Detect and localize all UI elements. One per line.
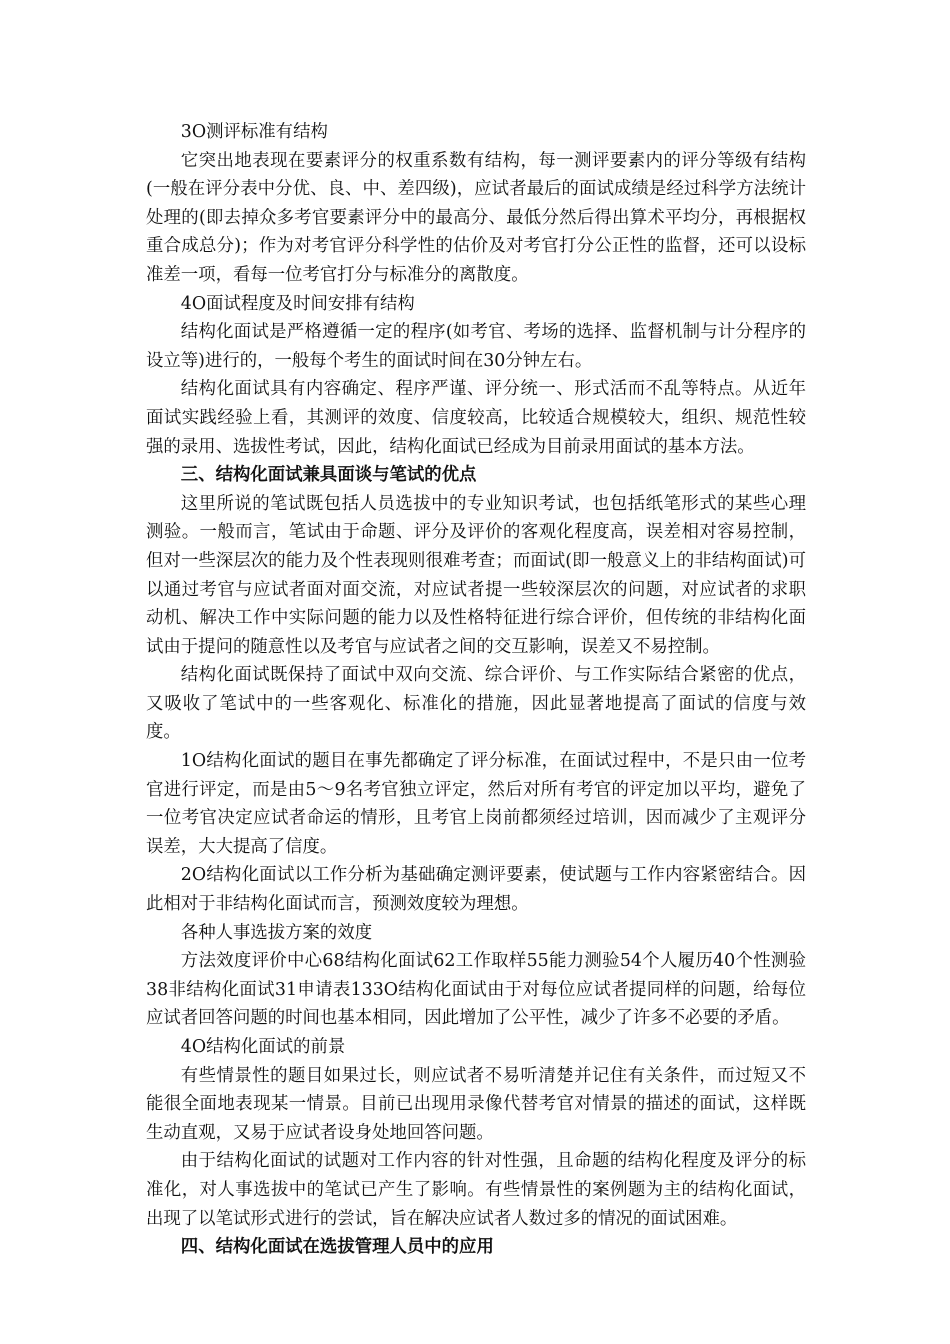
subheading-scoring-standard: 3O测评标准有结构 xyxy=(180,122,328,142)
paragraph: 结构化面试既保持了面试中双向交流、综合评价、与工作实际结合紧密的优点，又吸收了笔试中的一些客观化、标准化的措施，因此显著地提高了面试的信度与效度。 xyxy=(146,665,806,743)
subheading-prospects: 4O结构化面试的前景 xyxy=(180,1037,346,1057)
paragraph: 由于结构化面试的试题对工作内容的针对性强，且命题的结构化程度及评分的标准化，对人事选拔中的笔试已产生了影响。有些情景性的案例题为主的结构化面试，出现了以笔试形式进行的尝试，旨在解决应试者人数过多的情况的面试困难。 xyxy=(146,1151,806,1229)
paragraph: 它突出地表现在要素评分的权重系数有结构，每一测评要素内的评分等级有结构(一般在评分表中分优、良、中、差四级)，应试者最后的面试成绩是经过科学方法统计处理的(即去掉众多考官要素评分中的最高分、最低分然后得出算术平均分，再根据权重合成总分)；作为对考官评分科学性的估价及对考官打分公正性的监督，还可以设标准差一项，看每一位考官打分与标准分的离散度。 xyxy=(146,150,806,285)
subheading-validity: 各种人事选拔方案的效度 xyxy=(180,922,373,943)
paragraph: 这里所说的笔试既包括人员选拔中的专业知识考试，也包括纸笔形式的某些心理测验。一般而言，笔试由于命题、评分及评价的客观化程度高，误差相对容易控制，但对一些深层次的能力及个性表现则很难考查；而面试(即一般意义上的非结构面试)可以通过考官与应试者面对面交流，对应试者提一些较深层次的问题，对应试者的求职动机、解决工作中实际问题的能力以及性格特征进行综合评价，但传统的非结构化面试由于提问的随意性以及考官与应试者之间的交互影响，误差又不易控制。 xyxy=(146,493,806,657)
paragraph: 有些情景性的题目如果过长，则应试者不易听清楚并记住有关条件，而过短又不能很全面地表现某一情景。目前已出现用录像代替考官对情景的描述的面试，这样既生动直观，又易于应试者设身处地回答问题。 xyxy=(146,1065,806,1143)
section-heading-3: 三、结构化面试兼具面谈与笔试的优点 xyxy=(180,465,477,486)
paragraph: 2O结构化面试以工作分析为基础确定测评要素，使试题与工作内容紧密结合。因此相对于非结构化面试而言，预测效度较为理想。 xyxy=(146,865,806,915)
section-heading-4: 四、结构化面试在选拔管理人员中的应用 xyxy=(180,1237,494,1258)
paragraph: 结构化面试具有内容确定、程序严谨、评分统一、形式活而不乱等特点。从近年面试实践经验上看，其测评的效度、信度较高，比较适合规模较大，组织、规范性较强的录用、选拔性考试，因此，结构化面试已经成为目前录用面试的基本方法。 xyxy=(146,379,806,457)
paragraph: 方法效度评价中心68结构化面试62工作取样55能力测验54个人履历40个性测验38非结构化面试31申请表133O结构化面试由于对每位应试者提同样的问题，给每位应试者回答问题的时间也基本相同，因此增加了公平性，减少了许多不必要的矛盾。 xyxy=(146,951,806,1029)
subheading-procedure-structure: 4O面试程度及时间安排有结构 xyxy=(180,293,415,314)
paragraph: 结构化面试是严格遵循一定的程序(如考官、考场的选择、监督机制与计分程序的设立等)进行的，一般每个考生的面试时间在30分钟左右。 xyxy=(146,322,806,371)
document-page xyxy=(146,118,806,1262)
paragraph: 1O结构化面试的题目在事先都确定了评分标准，在面试过程中，不是只由一位考官进行评定，而是由5～9名考官独立评定，然后对所有考官的评定加以平均，避免了一位考官决定应试者命运的情形，且考官上岗前都须经过培训，因而减少了主观评分误差，大大提高了信度。 xyxy=(146,751,806,857)
